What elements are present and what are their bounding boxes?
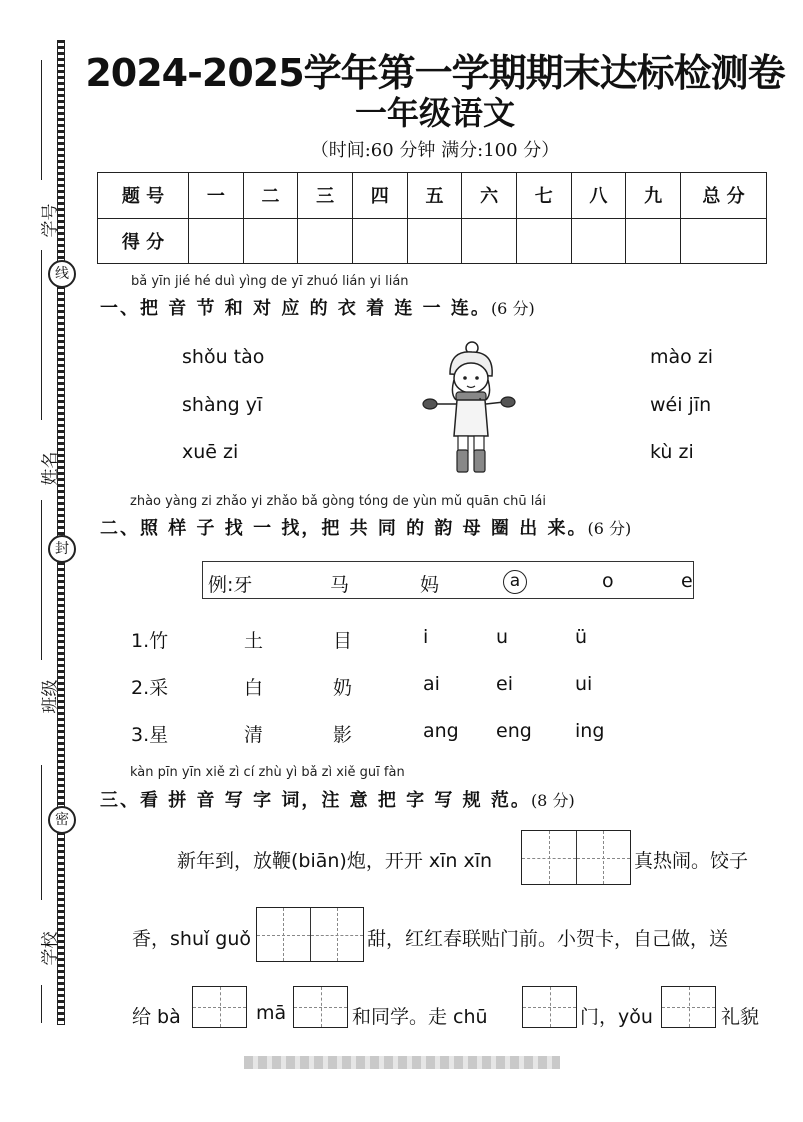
table-cell: 九 [626,173,681,219]
example-box [202,561,694,599]
table-cell: 六 [462,173,517,219]
line1-text-b: 真热闹。饺子 [634,850,749,872]
writing-grid-ba[interactable] [192,986,247,1028]
section2-points: (6 分) [587,519,632,538]
right-item-hat[interactable]: mào zi [650,346,714,368]
row2-final-3[interactable]: ui [575,673,593,695]
table-cell: 五 [407,173,462,219]
writing-grid-shuiguo[interactable] [256,907,364,962]
section1-pinyin: bǎ yīn jié hé duì yìng de yī zhuó lián yi lián [131,274,409,289]
margin-line [41,60,42,180]
score-entry-cell[interactable] [407,218,462,264]
writing-grid-you[interactable] [661,986,716,1028]
school-label: 学校 [40,931,61,966]
row1-final-2[interactable]: u [496,626,509,648]
score-entry-cell[interactable] [681,218,767,264]
example-char-2: 马 [330,574,350,596]
row2-final-1[interactable]: ai [423,673,440,695]
table-cell: 七 [516,173,571,219]
row1-char-1: 1.竹 [131,630,169,652]
line3-text-c: 和同学。走 chū [352,1006,488,1028]
row2-char-1: 2.采 [131,677,169,699]
score-entry-cell[interactable] [352,218,407,264]
score-table-header-row [98,173,767,219]
row3-final-2[interactable]: eng [496,720,532,742]
example-final-e: e [681,570,693,592]
binding-strip [57,40,65,1025]
example-char-3: 妈 [420,574,440,596]
exam-meta: （时间:60 分钟 满分:100 分） [310,140,560,161]
writing-grid-xinxin[interactable] [521,830,631,885]
score-entry-cell[interactable] [516,218,571,264]
writing-grid-ma[interactable] [293,986,348,1028]
row3-final-1[interactable]: ang [423,720,459,742]
seal-secret: 密 [48,806,76,834]
section1-heading-text: 一、把 音 节 和 对 应 的 衣 着 连 一 连。 [100,298,491,319]
girl-winter-clothes-illustration [420,338,516,474]
example-circled-final [503,569,527,594]
section2-pinyin: zhào yàng zi zhǎo yi zhǎo bǎ gòng tóng de yùn mǔ quān chū lái [130,494,546,509]
section3-heading [100,786,575,812]
student-number-label: 学号 [40,203,61,238]
class-label: 班级 [40,679,61,714]
writing-grid-chu[interactable] [522,986,577,1028]
row3-char-1: 3.星 [131,724,169,746]
row2-char-2: 白 [244,677,264,699]
line3-text-a: 给 bà [132,1006,181,1028]
table-cell: 总 分 [681,173,767,219]
section3-points: (8 分) [530,791,575,810]
row3-char-3: 影 [333,724,353,746]
right-item-pants[interactable]: kù zi [650,441,694,463]
table-cell: 得 分 [98,218,189,264]
line2-text-b: 甜，红红春联贴门前。小贺卡，自己做，送 [367,928,729,950]
table-cell: 二 [243,173,298,219]
section3-pinyin: kàn pīn yīn xiě zì cí zhù yì bǎ zì xiě guī fàn [130,765,405,780]
score-table-score-row [98,218,767,264]
table-cell: 八 [571,173,626,219]
score-entry-cell[interactable] [571,218,626,264]
score-entry-cell[interactable] [189,218,244,264]
exam-title: 2024-2025学年第一学期期末达标检测卷 [85,51,785,95]
score-table [97,172,767,264]
score-entry-cell[interactable] [298,218,353,264]
table-cell: 题 号 [98,173,189,219]
margin-line [41,500,42,660]
line3-text-e: 礼貌 [721,1006,760,1028]
table-cell: 四 [352,173,407,219]
score-entry-cell[interactable] [626,218,681,264]
seal-seal: 封 [48,535,76,563]
line2-text-a: 香，shuǐ guǒ [132,928,252,950]
row3-char-2: 清 [244,724,264,746]
left-item-gloves[interactable]: shǒu tào [182,346,265,368]
row1-final-3[interactable]: ü [575,626,588,648]
exam-subtitle: 一年级语文 [354,94,515,132]
line3-text-b: mā [256,1002,287,1024]
line1-text-a: 新年到，放鞭(biān)炮，开开 xīn xīn [177,850,493,872]
row2-final-2[interactable]: ei [496,673,513,695]
row1-final-1[interactable]: i [423,626,429,648]
name-label: 姓名 [40,451,61,486]
table-cell: 一 [189,173,244,219]
score-entry-cell[interactable] [462,218,517,264]
circled-a: a [503,570,527,594]
section1-heading [100,294,535,320]
section2-heading [100,514,631,540]
seal-line: 线 [48,260,76,288]
section2-heading-text: 二、照 样 子 找 一 找，把 共 同 的 韵 母 圈 出 来。 [100,518,588,539]
line3-text-d: 门，yǒu [580,1006,653,1028]
score-entry-cell[interactable] [243,218,298,264]
margin-line [41,765,42,900]
margin-line [41,985,42,1023]
table-cell: 三 [298,173,353,219]
left-item-top[interactable]: shàng yī [182,394,263,416]
right-item-scarf[interactable]: wéi jīn [650,394,712,416]
example-final-o: o [602,570,614,592]
margin-line [41,250,42,420]
row1-char-2: 土 [244,630,264,652]
left-item-boots[interactable]: xuē zi [182,441,239,463]
row3-final-3[interactable]: ing [575,720,605,742]
section1-points: (6 分) [490,299,535,318]
blurred-watermark [244,1056,560,1069]
section3-heading-text: 三、看 拼 音 写 字 词，注 意 把 字 写 规 范。 [100,790,531,811]
example-char-1: 例:牙 [208,574,253,596]
row1-char-3: 目 [333,630,353,652]
row2-char-3: 奶 [333,677,353,699]
